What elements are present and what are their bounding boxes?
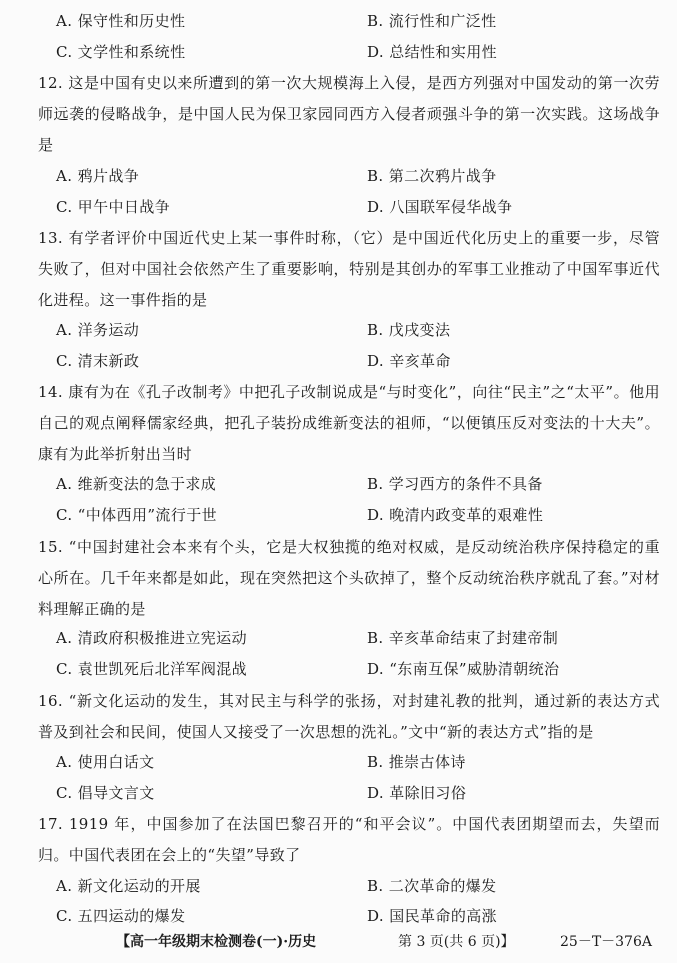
page-number: 第 3 页(共 6 页)】 [398, 934, 515, 950]
question-16-stem: 16. “新文化运动的发生，其对民主与科学的张扬，对封建礼教的批判，通过新的表达方式普及到社会和民间，使国人又接受了一次思想的洗礼。”文中“新的表达方式”指的是 [38, 692, 660, 741]
q11-option-d: D. 总结性和实用性 [367, 43, 498, 61]
q17-option-a: A. 新文化运动的开展 [56, 877, 201, 895]
exam-code: 25－T－376A [560, 934, 652, 950]
q11-option-c: C. 文学性和系统性 [56, 43, 186, 61]
q17-option-b: B. 二次革命的爆发 [367, 877, 497, 895]
q15-option-c: C. 袁世凯死后北洋军阀混战 [56, 660, 248, 678]
q16-option-a: A. 使用白话文 [56, 753, 155, 771]
q12-option-c: C. 甲午中日战争 [56, 198, 171, 216]
q12-option-b: B. 第二次鸦片战争 [367, 167, 497, 185]
q17-option-c: C. 五四运动的爆发 [56, 907, 186, 925]
question-14-stem: 14. 康有为在《孔子改制考》中把孔子改制说成是“与时变化”，向往“民主”之“太平”。他用自己的观点阐释儒家经典，把孔子装扮成维新变法的祖师，“以便镇压反对变法的十大夫”。康有为此举折射出当时 [38, 383, 660, 463]
q11-option-b: B. 流行性和广泛性 [367, 12, 497, 30]
q15-option-d: D. “东南互保”威胁清朝统治 [367, 660, 560, 678]
q17-option-d: D. 国民革命的高涨 [367, 907, 498, 925]
q12-option-a: A. 鸦片战争 [56, 167, 140, 185]
q12-option-d: D. 八国联军侵华战争 [367, 198, 513, 216]
q15-option-a: A. 清政府积极推进立宪运动 [56, 629, 247, 647]
question-13-stem: 13. 有学者评价中国近代史上某一事件时称，（它）是中国近代化历史上的重要一步，尽管失败了，但对中国社会依然产生了重要影响，特别是其创办的军事工业推动了中国军事近代化进程。这一事件指的是 [38, 229, 660, 309]
q14-option-a: A. 维新变法的急于求成 [56, 475, 217, 493]
q16-option-d: D. 革除旧习俗 [367, 784, 467, 802]
q11-option-a: A. 保守性和历史性 [56, 12, 186, 30]
question-12-stem: 12. 这是中国有史以来所遭到的第一次大规模海上入侵，是西方列强对中国发动的第一次劳师远袭的侵略战争，是中国人民为保卫家园同西方入侵者顽强斗争的第一次实践。这场战争是 [38, 74, 660, 154]
q13-option-c: C. 清末新政 [56, 352, 140, 370]
q14-option-b: B. 学习西方的条件不具备 [367, 475, 543, 493]
q16-option-b: B. 推崇古体诗 [367, 753, 466, 771]
question-15-stem: 15. “中国封建社会本来有个头，它是大权独揽的绝对权威，是反动统治秩序保持稳定的重心所在。几千年来都是如此，现在突然把这个头砍掉了，整个反动统治秩序就乱了套。”对材料理解正确的是 [38, 538, 660, 618]
q13-option-d: D. 辛亥革命 [367, 352, 451, 370]
q13-option-a: A. 洋务运动 [56, 321, 140, 339]
q14-option-c: C. “中体西用”流行于世 [56, 506, 218, 524]
q13-option-b: B. 戊戌变法 [367, 321, 451, 339]
q15-option-b: B. 辛亥革命结束了封建帝制 [367, 629, 559, 647]
q14-option-d: D. 晚清内政变革的艰难性 [367, 506, 544, 524]
exam-series-title: 【高一年级期末检测卷(一)·历史 [116, 934, 317, 950]
q16-option-c: C. 倡导文言文 [56, 784, 155, 802]
question-17-stem: 17. 1919 年，中国参加了在法国巴黎召开的“和平会议”。中国代表团期望而去，失望而归。中国代表团在会上的“失望”导致了 [38, 815, 660, 864]
